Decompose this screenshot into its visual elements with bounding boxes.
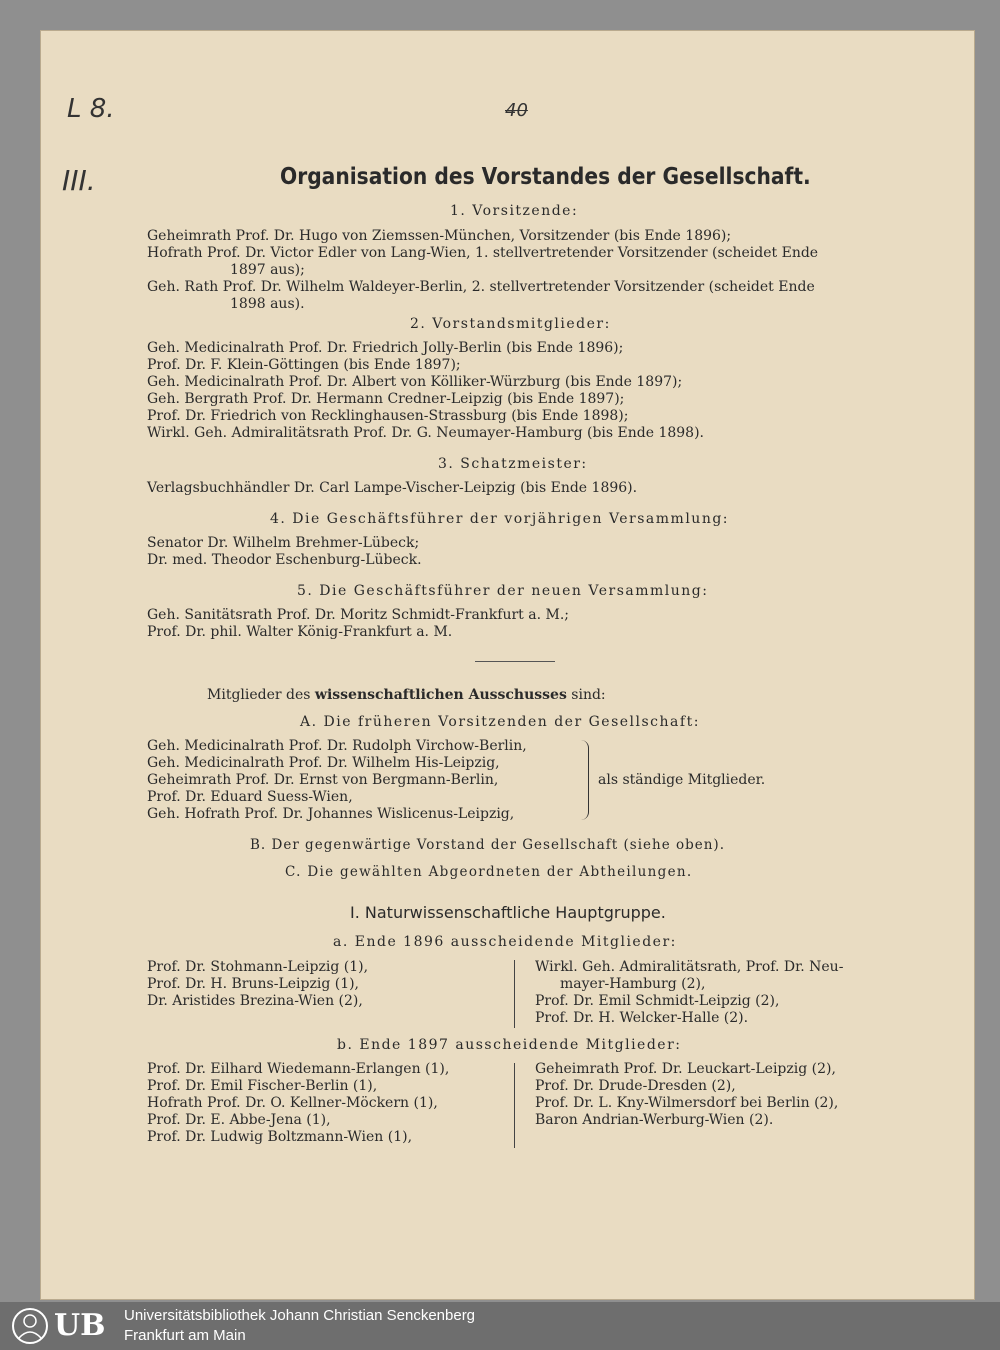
section-heading-vorstand: 2. Vorstandsmitglieder: bbox=[410, 316, 611, 332]
text-line: Prof. Dr. Eilhard Wiedemann-Erlangen (1), bbox=[147, 1061, 450, 1077]
text-line: Geheimrath Prof. Dr. Ernst von Bergmann-Berlin, bbox=[147, 772, 499, 788]
text-line: Wirkl. Geh. Admiralitätsrath Prof. Dr. G. Neumayer-Hamburg (bis Ende 1898). bbox=[147, 425, 704, 441]
heading-ende-1896: a. Ende 1896 ausscheidende Mitglieder: bbox=[333, 934, 677, 950]
text-line: Hofrath Prof. Dr. O. Kellner-Möckern (1), bbox=[147, 1095, 438, 1111]
text-line: Prof. Dr. Stohmann-Leipzig (1), bbox=[147, 959, 369, 975]
text-line: Dr. Aristides Brezina-Wien (2), bbox=[147, 993, 363, 1009]
text-line: Dr. med. Theodor Eschenburg-Lübeck. bbox=[147, 552, 422, 568]
shelfmark-annotation: L 8. bbox=[67, 94, 115, 124]
permanent-members-note: als ständige Mitglieder. bbox=[598, 772, 766, 788]
text-line: Prof. Dr. Emil Schmidt-Leipzig (2), bbox=[535, 993, 780, 1009]
text-line: Wirkl. Geh. Admiralitätsrath, Prof. Dr. Neu- bbox=[535, 959, 844, 975]
text-line: Geh. Medicinalrath Prof. Dr. Rudolph Virchow-Berlin, bbox=[147, 738, 527, 754]
document-page bbox=[40, 30, 975, 1300]
text-line: Hofrath Prof. Dr. Victor Edler von Lang-Wien, 1. stellvertretender Vorsitzender (scheidet Ende bbox=[147, 245, 819, 261]
library-footer bbox=[0, 1302, 1000, 1350]
portrait-seal-icon bbox=[10, 1306, 50, 1346]
intro-bold: wissenschaftlichen Ausschusses bbox=[314, 687, 567, 703]
ausschuss-intro bbox=[207, 687, 606, 703]
text-line: Geh. Bergrath Prof. Dr. Hermann Credner-Leipzig (bis Ende 1897); bbox=[147, 391, 625, 407]
text-line: Prof. Dr. Emil Fischer-Berlin (1), bbox=[147, 1078, 378, 1094]
text-line: Geheimrath Prof. Dr. Hugo von Ziemssen-München, Vorsitzender (bis Ende 1896); bbox=[147, 228, 732, 244]
text-line: Senator Dr. Wilhelm Brehmer-Lübeck; bbox=[147, 535, 420, 551]
page-number-annotation: 40 bbox=[505, 100, 528, 121]
text-line: mayer-Hamburg (2), bbox=[560, 976, 706, 992]
heading-ende-1897: b. Ende 1897 ausscheidende Mitglieder: bbox=[337, 1037, 682, 1053]
text-line: Geh. Medicinalrath Prof. Dr. Friedrich Jolly-Berlin (bis Ende 1896); bbox=[147, 340, 624, 356]
heading-c-abgeordnete: C. Die gewählten Abgeordneten der Abtheilungen. bbox=[285, 864, 693, 880]
section-heading-gf-neu: 5. Die Geschäftsführer der neuen Versammlung: bbox=[297, 583, 709, 599]
text-line: Geh. Sanitätsrath Prof. Dr. Moritz Schmidt-Frankfurt a. M.; bbox=[147, 607, 570, 623]
text-line: Prof. Dr. E. Abbe-Jena (1), bbox=[147, 1112, 331, 1128]
text-line: Geh. Hofrath Prof. Dr. Johannes Wislicenus-Leipzig, bbox=[147, 806, 515, 822]
text-line: Prof. Dr. H. Bruns-Leipzig (1), bbox=[147, 976, 360, 992]
text-line: 1898 aus). bbox=[230, 296, 305, 312]
hauptgruppe-title: I. Naturwissenschaftliche Hauptgruppe. bbox=[350, 903, 666, 922]
text-line: Baron Andrian-Werburg-Wien (2). bbox=[535, 1112, 774, 1128]
text-line: Prof. Dr. Ludwig Boltzmann-Wien (1), bbox=[147, 1129, 413, 1145]
section-mark-annotation: III. bbox=[62, 164, 96, 197]
divider bbox=[475, 661, 555, 662]
page-title: Organisation des Vorstandes der Gesellschaft. bbox=[280, 164, 811, 190]
text-line: Prof. Dr. L. Kny-Wilmersdorf bei Berlin (2), bbox=[535, 1095, 839, 1111]
ub-logo bbox=[10, 1306, 120, 1346]
heading-b-vorstand: B. Der gegenwärtige Vorstand der Gesellschaft (siehe oben). bbox=[250, 837, 725, 853]
section-heading-vorsitzende: 1. Vorsitzende: bbox=[450, 203, 579, 219]
intro-pre: Mitglieder des bbox=[207, 687, 311, 703]
column-divider bbox=[514, 960, 515, 1028]
text-line: Geheimrath Prof. Dr. Leuckart-Leipzig (2), bbox=[535, 1061, 836, 1077]
text-line: Verlagsbuchhändler Dr. Carl Lampe-Vischer-Leipzig (bis Ende 1896). bbox=[147, 480, 638, 496]
text-line: Prof. Dr. phil. Walter König-Frankfurt a. M. bbox=[147, 624, 453, 640]
text-line: Prof. Dr. Eduard Suess-Wien, bbox=[147, 789, 353, 805]
text-line: Prof. Dr. Drude-Dresden (2), bbox=[535, 1078, 736, 1094]
text-line: Prof. Dr. F. Klein-Göttingen (bis Ende 1897); bbox=[147, 357, 461, 373]
text-line: Prof. Dr. H. Welcker-Halle (2). bbox=[535, 1010, 749, 1026]
text-line: 1897 aus); bbox=[230, 262, 305, 278]
ub-logo-text: UB bbox=[54, 1308, 106, 1343]
text-line: Geh. Rath Prof. Dr. Wilhelm Waldeyer-Berlin, 2. stellvertretender Vorsitzender (scheidet Ende bbox=[147, 279, 815, 295]
text-line: Prof. Dr. Friedrich von Recklinghausen-Strassburg (bis Ende 1898); bbox=[147, 408, 629, 424]
text-line: Geh. Medicinalrath Prof. Dr. Wilhelm His-Leipzig, bbox=[147, 755, 500, 771]
text-line: Geh. Medicinalrath Prof. Dr. Albert von Kölliker-Würzburg (bis Ende 1897); bbox=[147, 374, 683, 390]
brace bbox=[580, 740, 589, 820]
section-heading-gf-vorjahr: 4. Die Geschäftsführer der vorjährigen Versammlung: bbox=[270, 511, 730, 527]
section-heading-schatzmeister: 3. Schatzmeister: bbox=[438, 456, 588, 472]
intro-post: sind: bbox=[571, 687, 606, 703]
heading-a-fruehere-vorsitzende: A. Die früheren Vorsitzenden der Gesellschaft: bbox=[300, 714, 700, 730]
footer-line-1: Universitätsbibliothek Johann Christian Senckenberg bbox=[124, 1307, 476, 1324]
column-divider bbox=[514, 1063, 515, 1148]
footer-line-2: Frankfurt am Main bbox=[124, 1327, 246, 1344]
